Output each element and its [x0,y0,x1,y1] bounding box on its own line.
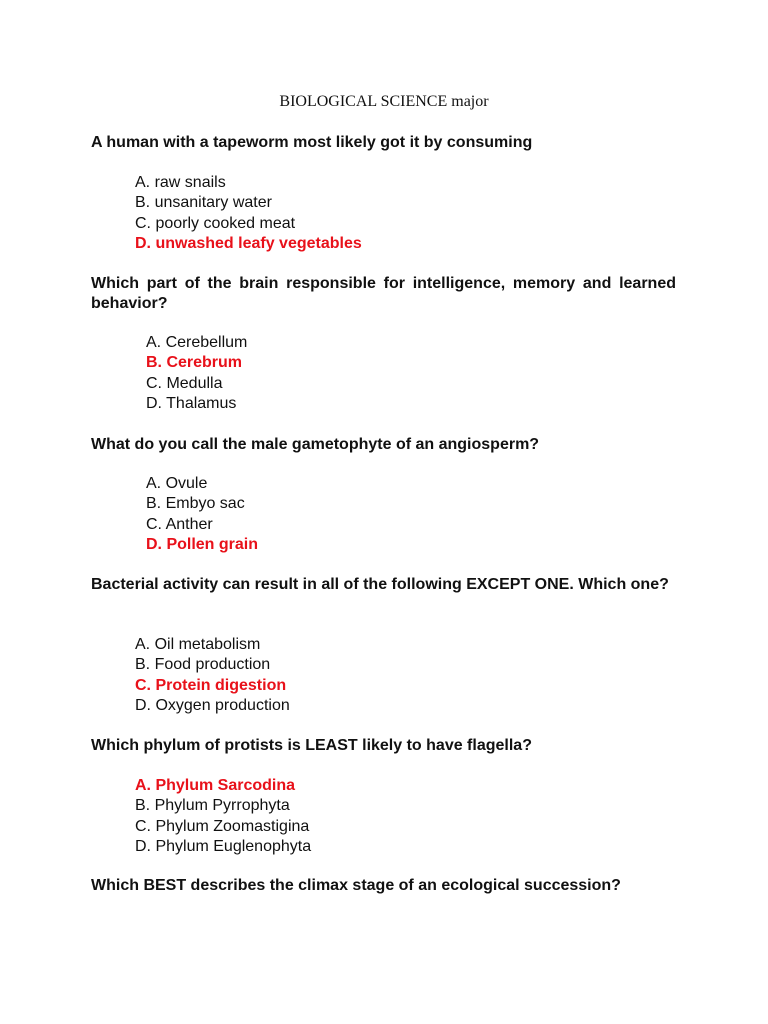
answer-option: D. Phylum Euglenophyta [135,837,312,855]
answer-option: D. Thalamus [146,394,237,412]
answer-options [135,776,311,857]
answer-option: D. Oxygen production [135,696,290,714]
question-text: A human with a tapeworm most likely got it by consuming [91,134,533,151]
correct-answer-option: C. Protein digestion [135,676,287,694]
correct-answer-option: A. Phylum Sarcodina [135,777,296,794]
question-text: Which part of the brain responsible for intelligence, memory and learned behavior? [91,275,676,312]
answer-options [146,333,247,414]
question-text: Bacterial activity can result in all of the following EXCEPT ONE. Which one? [91,576,669,593]
answer-option: C. Medulla [146,374,223,392]
answer-option: C. Phylum Zoomastigina [135,817,310,835]
answer-option: B. Phylum Pyrrophyta [135,797,290,815]
answer-option: A. raw snails [135,174,226,191]
answer-option: A. Ovule [146,475,208,492]
question-text: Which phylum of protists is LEAST likely to have flagella? [91,737,532,754]
answer-option: A. Oil metabolism [135,636,261,653]
answer-options [135,635,290,716]
answer-options [146,474,258,555]
correct-answer-option: B. Cerebrum [146,354,243,372]
answer-options [135,173,362,254]
answer-option: C. Anther [146,515,213,533]
question-text: What do you call the male gametophyte of an angiosperm? [91,436,540,453]
answer-option: B. Food production [135,656,271,674]
question-text: Which BEST describes the climax stage of an ecological succession? [91,877,621,894]
answer-option: C. poorly cooked meat [135,214,296,232]
correct-answer-option: D. unwashed leafy vegetables [135,234,362,252]
correct-answer-option: D. Pollen grain [146,535,259,553]
answer-option: B. Embyo sac [146,495,245,513]
document-title: BIOLOGICAL SCIENCE major [279,93,489,110]
answer-option: B. unsanitary water [135,194,272,212]
answer-option: A. Cerebellum [146,334,248,351]
